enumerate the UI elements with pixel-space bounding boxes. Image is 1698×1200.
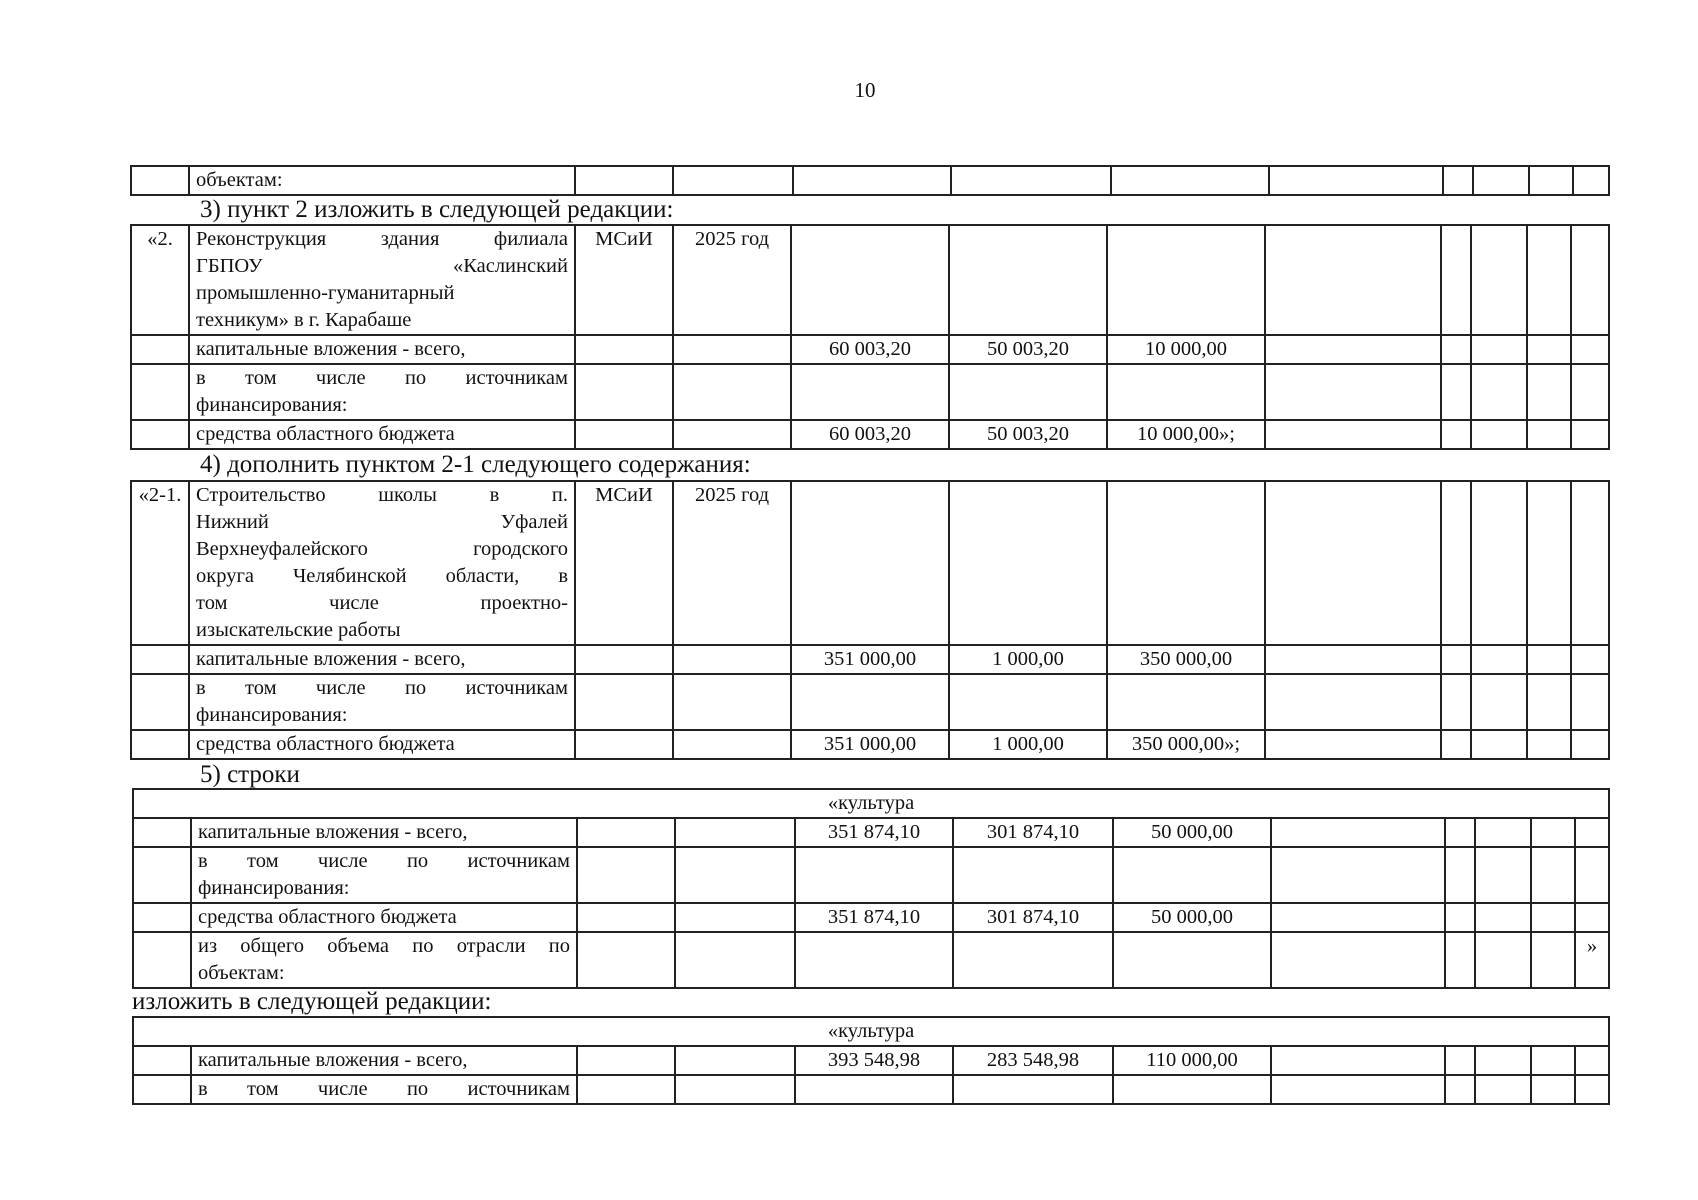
total-value: 351 000,00 [791,645,949,674]
table-row [133,1075,1609,1104]
label-line: объектам: [198,962,285,984]
instruction-4: 4) дополнить пунктом 2-1 следующего содержания: [200,451,751,478]
table-culture-new [132,1016,1610,1105]
label-line: в том числе по источникам [196,677,568,699]
title-line: Реконструкция здания филиала [196,228,568,250]
value-1: 301 874,10 [953,903,1113,932]
table-row [133,1046,1609,1075]
table-row-header [133,789,1609,818]
title-line: Строительство школы в п. [196,484,568,506]
table-row [133,847,1609,903]
value-2: 350 000,00»; [1107,730,1265,759]
title-line: Верхнеуфалейского городского [196,538,568,560]
label-line: из общего объема по отрасли по [198,935,570,957]
total-value: 60 003,20 [791,335,949,364]
value-2: 350 000,00 [1107,645,1265,674]
row-label: капитальные вложения - всего, [191,1046,577,1075]
table-row [131,674,1609,730]
value-1: 1 000,00 [949,730,1107,759]
table-row [131,364,1609,420]
table-row [131,166,1609,195]
total-value: 351 000,00 [791,730,949,759]
row-label: средства областного бюджета [189,420,575,449]
total-value: 351 874,10 [795,818,953,847]
item-number: «2-1. [131,481,189,645]
row-label [189,364,575,420]
page-number: 10 [854,78,876,102]
closing-quote: » [1575,932,1609,988]
table-item-2-1 [130,480,1610,760]
row-label: капитальные вложения - всего, [189,645,575,674]
row-label: объектам: [189,166,575,195]
value-1: 50 003,20 [949,420,1107,449]
title-line: ГБПОУ «Каслинский [196,255,568,277]
item-number: «2. [131,225,189,335]
table-row-title [131,481,1609,645]
title-line: промышленно-гуманитарный [196,282,455,304]
year: 2025 год [673,225,791,335]
value-1: 1 000,00 [949,645,1107,674]
label-line: финансирования: [198,877,350,899]
row-label: капитальные вложения - всего, [189,335,575,364]
item-title [189,225,575,335]
total-value: 60 003,20 [791,420,949,449]
label-line: в том числе по источникам [198,850,570,872]
title-line: изыскательские работы [196,619,401,641]
label-line: финансирования: [196,704,348,726]
row-label: капитальные вложения - всего, [191,818,577,847]
row-label: средства областного бюджета [191,903,577,932]
table-row-title [131,225,1609,335]
row-label: средства областного бюджета [189,730,575,759]
table-row [133,903,1609,932]
total-value: 393 548,98 [795,1046,953,1075]
value-2: 50 000,00 [1113,903,1271,932]
year: 2025 год [673,481,791,645]
value-2: 10 000,00»; [1107,420,1265,449]
row-label [189,674,575,730]
table-row [133,932,1609,988]
title-line: том числе проектно- [196,592,568,614]
item-title [189,481,575,645]
customer: МСиИ [575,225,673,335]
instruction-5: 5) строки [200,761,300,788]
table-row [131,645,1609,674]
instruction-6: изложить в следующей редакции: [132,988,492,1015]
title-line: техникум» в г. Карабаше [196,309,412,331]
table-continuation [130,165,1610,196]
customer: МСиИ [575,481,673,645]
instruction-3: 3) пункт 2 изложить в следующей редакции: [200,196,674,223]
row-label [191,847,577,903]
value-1: 301 874,10 [953,818,1113,847]
value-2: 10 000,00 [1107,335,1265,364]
section-header: «культура [133,789,1609,818]
table-row [131,335,1609,364]
label-line: в том числе по источникам [196,367,568,389]
title-line: округа Челябинской области, в [196,565,568,587]
row-label [191,1075,577,1104]
table-row [131,730,1609,759]
total-value: 351 874,10 [795,903,953,932]
table-item-2 [130,224,1610,450]
value-2: 50 000,00 [1113,818,1271,847]
value-1: 283 548,98 [953,1046,1113,1075]
table-culture-old [132,788,1610,989]
section-header: «культура [133,1017,1609,1046]
value-2: 110 000,00 [1113,1046,1271,1075]
label-line: финансирования: [196,394,348,416]
title-line: Нижний Уфалей [196,511,568,533]
row-label [191,932,577,988]
table-row-header [133,1017,1609,1046]
table-row [131,420,1609,449]
table-row [133,818,1609,847]
value-1: 50 003,20 [949,335,1107,364]
label-line: в том числе по источникам [198,1078,570,1100]
